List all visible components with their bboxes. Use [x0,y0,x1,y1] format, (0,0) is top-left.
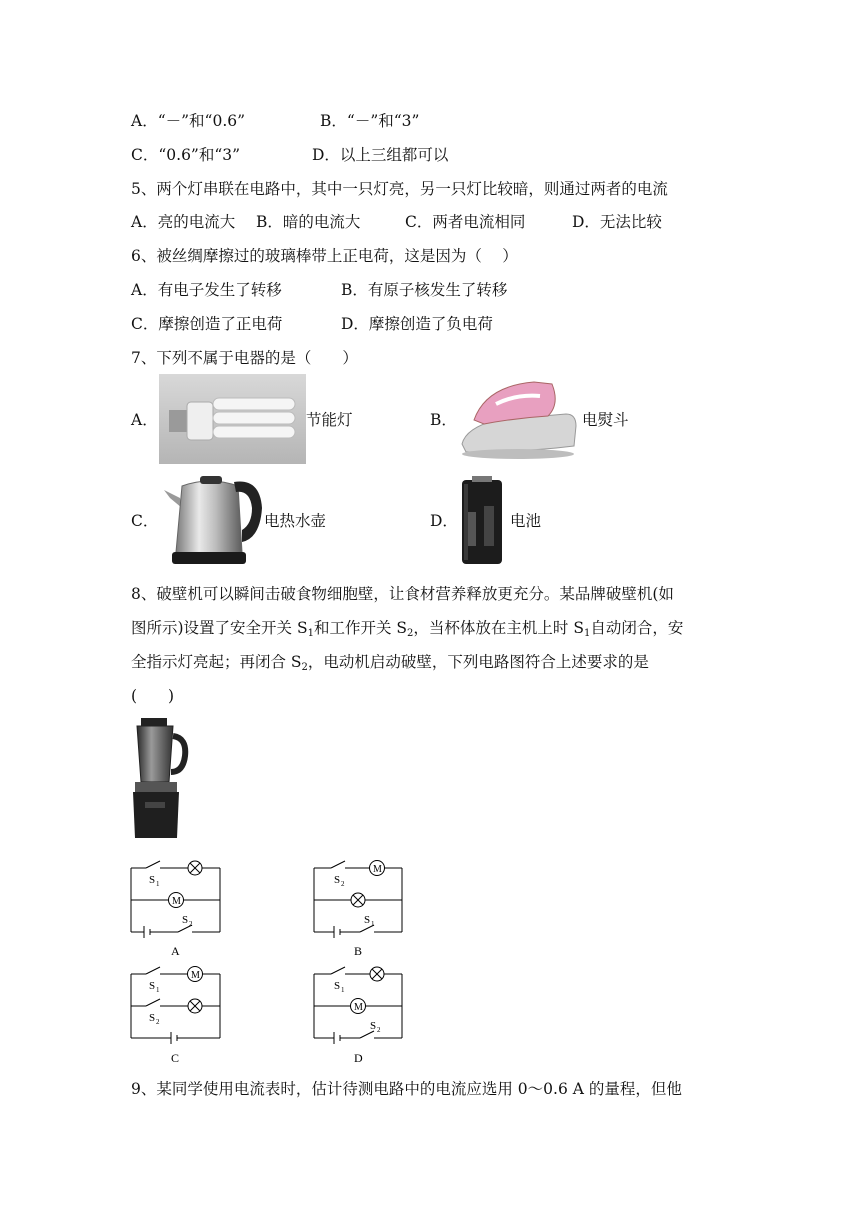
q5-stem: 5、两个灯串联在电路中，其中一只灯亮，另一只灯比较暗，则通过两者的电流 [131,180,668,198]
q9-stem: 9、某同学使用电流表时，估计待测电路中的电流应选用 0～0.6 A 的量程，但他 [131,1080,682,1098]
circuit-c [131,967,220,1045]
q8-line-2: 图所示)设置了安全开关 $S_1$和工作开关 $S_2$，当杯体放在主机上时 $S_1$自动闭合，安 [131,619,684,639]
circuit-b-caption: B [354,944,363,958]
circuit-b-s1-label: S [364,914,371,926]
circuit-diagrams [120,850,420,1072]
q8-line-4: ( ) [131,687,175,705]
q5-option-c: C．两者电流相同 [405,213,526,231]
circuit-a-s1-label: S [149,874,156,886]
q4-option-c: C．“0.6”和“3” [131,146,241,164]
q7-option-a-label: 节能灯 [306,411,353,429]
svg-text:1: 1 [371,920,375,928]
q4-option-a: A．“－”和“0.6” [131,112,246,130]
q5-option-a: A．亮的电流大 [131,213,236,231]
circuit-a-motor-label: M [172,896,181,907]
circuit-c-motor-label: M [191,970,200,981]
q7-option-b-label: 电熨斗 [582,411,629,429]
circuit-a-caption: A [171,944,180,958]
q6-option-d: D．摩擦创造了负电荷 [341,315,493,333]
q4-option-d: D．以上三组都可以 [312,146,449,164]
svg-text:1: 1 [156,986,160,994]
svg-text:2: 2 [156,1018,160,1026]
q7-option-d-prefix: D． [430,512,458,530]
circuit-b-motor-label: M [373,864,382,875]
circuit-d-motor-label: M [354,1002,363,1013]
svg-text:1: 1 [341,986,345,994]
q4-option-b: B．“－”和“3” [320,112,420,130]
circuit-b [314,861,402,939]
q6-option-a: A．有电子发生了转移 [131,281,282,299]
q7-option-b-prefix: B． [430,411,457,429]
circuit-a-s2-label: S [182,914,189,926]
q8-line-3: 全指示灯亮起；再闭合 $S_2$，电动机启动破壁，下列电路图符合上述要求的是 [131,653,649,673]
circuit-d-caption: D [354,1051,363,1065]
battery-image [458,476,506,568]
q6-stem: 6、被丝绸摩擦过的玻璃棒带上正电荷，这是因为（ ） [131,247,518,265]
q8-line-1: 8、破壁机可以瞬间击破食物细胞壁，让食材营养释放更充分。某品牌破壁机(如 [131,585,674,603]
svg-text:2: 2 [341,880,345,888]
circuit-c-s2-label: S [149,1012,156,1024]
q7-option-a-prefix: A． [131,411,158,429]
svg-text:2: 2 [189,920,193,928]
svg-text:2: 2 [377,1026,381,1034]
q7-option-c-prefix: C． [131,512,159,530]
q6-option-c: C．摩擦创造了正电荷 [131,315,283,333]
q6-option-b: B．有原子核发生了转移 [341,281,508,299]
circuit-b-s2-label: S [334,874,341,886]
q7-stem: 7、下列不属于电器的是（ ） [131,349,358,367]
q5-option-b: B．暗的电流大 [256,213,361,231]
q5-option-d: D．无法比较 [572,213,662,231]
q7-option-c-label: 电热水壶 [264,512,327,530]
circuit-d-s2-label: S [370,1020,377,1032]
cfl-bulb-image [159,374,306,464]
q7-option-d-label: 电池 [510,512,542,530]
electric-kettle-image [160,468,264,568]
circuit-c-caption: C [171,1051,180,1065]
blender-image [131,716,189,840]
circuit-c-s1-label: S [149,980,156,992]
circuit-d-s1-label: S [334,980,341,992]
svg-text:1: 1 [156,880,160,888]
electric-iron-image [456,374,580,464]
